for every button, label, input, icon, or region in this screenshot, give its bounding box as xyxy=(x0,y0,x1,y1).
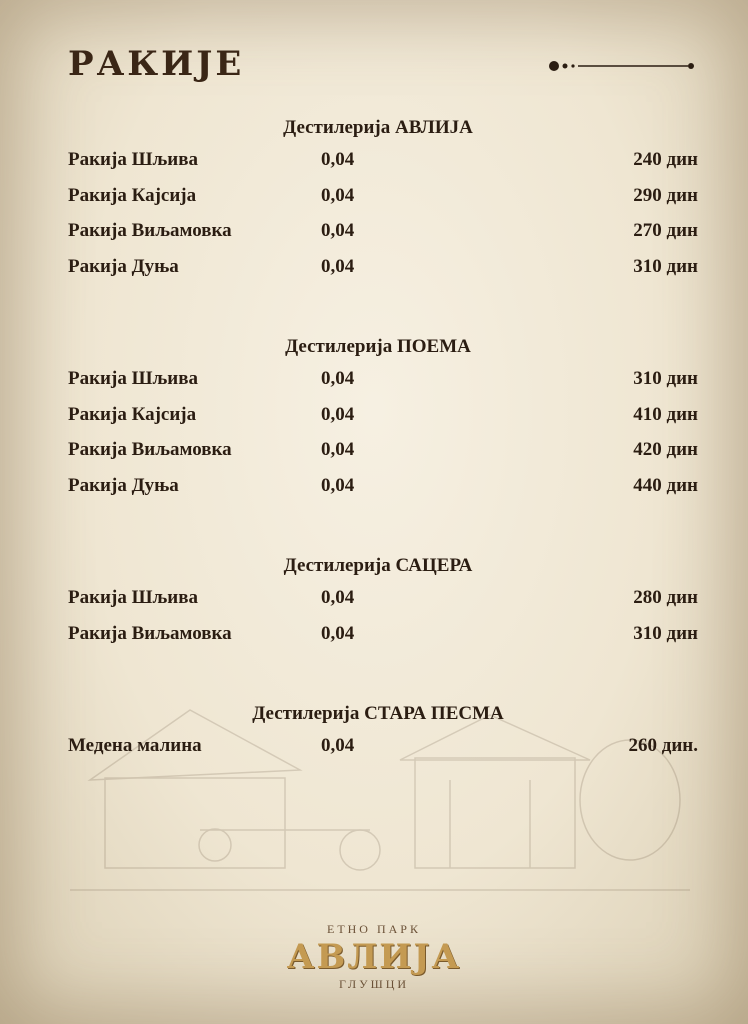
logo-bottom-text: ГЛУШЦИ xyxy=(338,977,410,991)
menu-item-row xyxy=(68,728,698,764)
item-price: 280 дин xyxy=(633,587,698,608)
menu-item-row xyxy=(68,468,698,504)
item-price: 270 дин xyxy=(633,220,698,241)
menu-item-row xyxy=(68,142,698,178)
item-volume: 0,04 xyxy=(321,587,355,608)
item-name: Ракија Кајсија xyxy=(68,403,197,425)
item-volume: 0,04 xyxy=(321,184,355,206)
section-title: Дестилерија САЦЕРА xyxy=(283,555,473,576)
logo-main-text: АВЛИЈА xyxy=(286,937,462,977)
menu-item-row xyxy=(68,580,698,616)
item-volume: 0,04 xyxy=(321,149,355,170)
item-price: 410 дин xyxy=(633,403,698,425)
item-price: 260 дин. xyxy=(628,735,698,756)
distillery-section-sacera xyxy=(68,552,698,651)
item-name: Ракија Дуња xyxy=(68,474,179,496)
section-title: Дестилерија ПОЕМА xyxy=(285,336,471,357)
item-volume: 0,04 xyxy=(321,622,355,644)
logo-top-text: ЕТНО ПАРК xyxy=(326,922,421,936)
item-price: 420 дин xyxy=(633,439,698,460)
item-name: Медена малина xyxy=(68,735,202,756)
item-name: Ракија Шљива xyxy=(68,587,198,608)
menu-item-row xyxy=(68,249,698,285)
section-title: Дестилерија СТАРА ПЕСМА xyxy=(252,703,504,724)
item-volume: 0,04 xyxy=(321,439,355,460)
item-volume: 0,04 xyxy=(321,403,355,425)
etno-park-logo xyxy=(274,922,474,992)
item-price: 240 дин xyxy=(633,149,698,170)
item-price: 290 дин xyxy=(633,184,698,206)
item-name: Ракија Шљива xyxy=(68,368,198,389)
page-title: РАКИЈЕ xyxy=(68,44,245,84)
item-volume: 0,04 xyxy=(321,368,355,389)
item-name: Ракија Виљамовка xyxy=(68,439,232,460)
item-volume: 0,04 xyxy=(321,255,355,277)
item-price: 310 дин xyxy=(633,255,698,277)
item-volume: 0,04 xyxy=(321,735,355,756)
item-price: 310 дин xyxy=(633,368,698,389)
distillery-section-avlija xyxy=(68,114,698,284)
section-title: Дестилерија АВЛИЈА xyxy=(283,117,473,138)
menu-item-row xyxy=(68,178,698,214)
item-name: Ракија Виљамовка xyxy=(68,622,232,644)
item-name: Ракија Кајсија xyxy=(68,184,197,206)
menu-item-row xyxy=(68,432,698,468)
item-volume: 0,04 xyxy=(321,474,355,496)
item-price: 440 дин xyxy=(633,474,698,496)
distillery-section-poema xyxy=(68,333,698,503)
item-volume: 0,04 xyxy=(321,220,355,241)
menu-item-row xyxy=(68,616,698,652)
item-price: 310 дин xyxy=(633,622,698,644)
ornament-divider-icon xyxy=(548,58,696,74)
item-name: Ракија Шљива xyxy=(68,149,198,170)
menu-item-row xyxy=(68,361,698,397)
distillery-section-stara-pesma xyxy=(68,700,698,764)
menu-item-row xyxy=(68,397,698,433)
menu-item-row xyxy=(68,213,698,249)
item-name: Ракија Дуња xyxy=(68,255,179,277)
item-name: Ракија Виљамовка xyxy=(68,220,232,241)
